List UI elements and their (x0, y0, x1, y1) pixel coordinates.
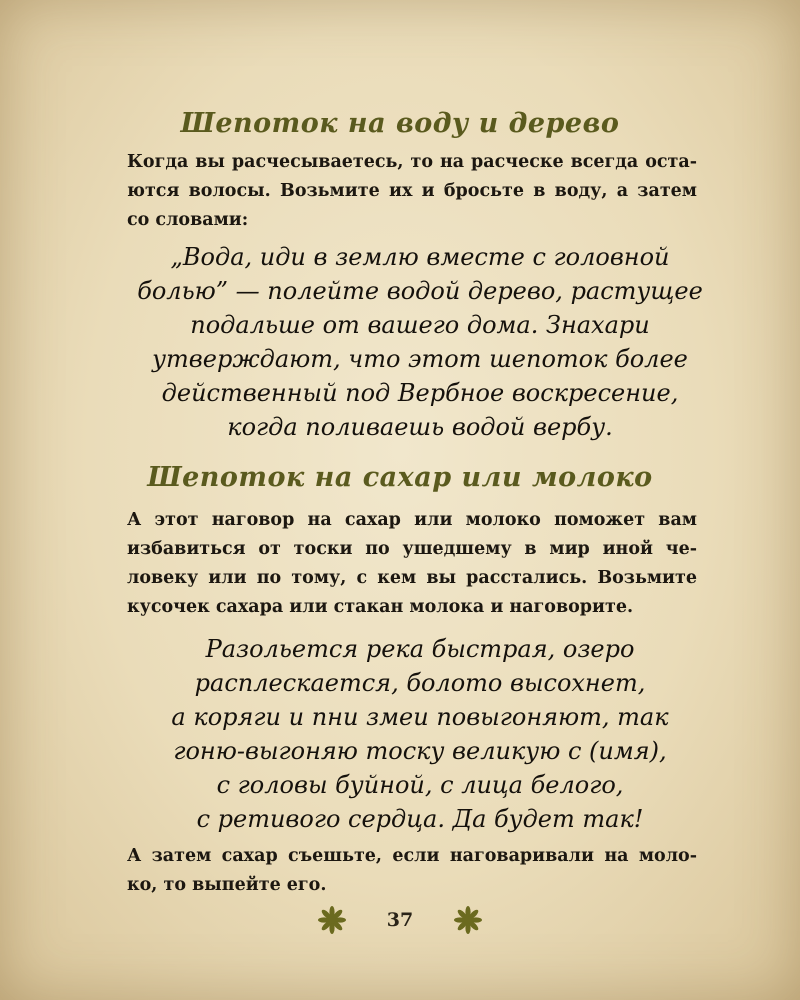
text-line: А затем сахар съешьте, если наговаривали на моло- (127, 846, 697, 866)
incantation-line: подальше от вашего дома. Знахари (190, 311, 650, 339)
page-footer (0, 900, 800, 940)
incantation-line: действенный под Вербное воскресение, (161, 379, 679, 407)
intro-paragraph-water-tree (127, 148, 697, 235)
intro-paragraph-sugar-milk (127, 506, 697, 622)
incantation-sugar-milk (120, 632, 720, 836)
text-line: А этот наговор на сахар или молоко поможет вам (127, 510, 697, 530)
incantation-line: болью” — полейте водой дерево, растущее (137, 277, 703, 305)
text-line: ко, то выпейте его. (127, 875, 327, 895)
section-title-water-tree: Шепоток на воду и дерево (180, 108, 620, 139)
incantation-line: Разольется река быстрая, озеро (205, 635, 635, 663)
incantation-line: с головы буйной, с лица белого, (216, 771, 624, 799)
incantation-line: „Вода, иди в землю вместе с головной (170, 243, 670, 271)
incantation-line: а коряги и пни змеи повыгоняют, так (171, 703, 669, 731)
text-line: избавиться от тоски по ушедшему в мир иной че- (127, 539, 697, 559)
floral-ornament-icon (453, 905, 483, 935)
page-number: 37 (386, 909, 414, 931)
text-line: ются волосы. Возьмите их и бросьте в воду, а затем (127, 181, 697, 201)
incantation-line: гоню-выгоняю тоску великую с (имя), (173, 737, 667, 765)
incantation-line: утверждают, что этот шепоток более (152, 345, 688, 373)
text-line: Когда вы расчесываетесь, то на расческе всегда оста- (127, 152, 697, 172)
outro-paragraph-sugar-milk (127, 842, 697, 900)
section-title-sugar-milk: Шепоток на сахар или молоко (147, 462, 653, 493)
floral-ornament-icon (317, 905, 347, 935)
incantation-line: с ретивого сердца. Да будет так! (196, 805, 644, 833)
text-line: кусочек сахара или стакан молока и наговорите. (127, 597, 634, 617)
incantation-line: расплескается, болото высохнет, (194, 669, 646, 697)
text-line: со словами: (127, 210, 249, 230)
incantation-water-tree (120, 240, 720, 444)
text-line: ловеку или по тому, с кем вы расстались. Возьмите (127, 568, 697, 588)
incantation-line: когда поливаешь водой вербу. (227, 413, 613, 441)
